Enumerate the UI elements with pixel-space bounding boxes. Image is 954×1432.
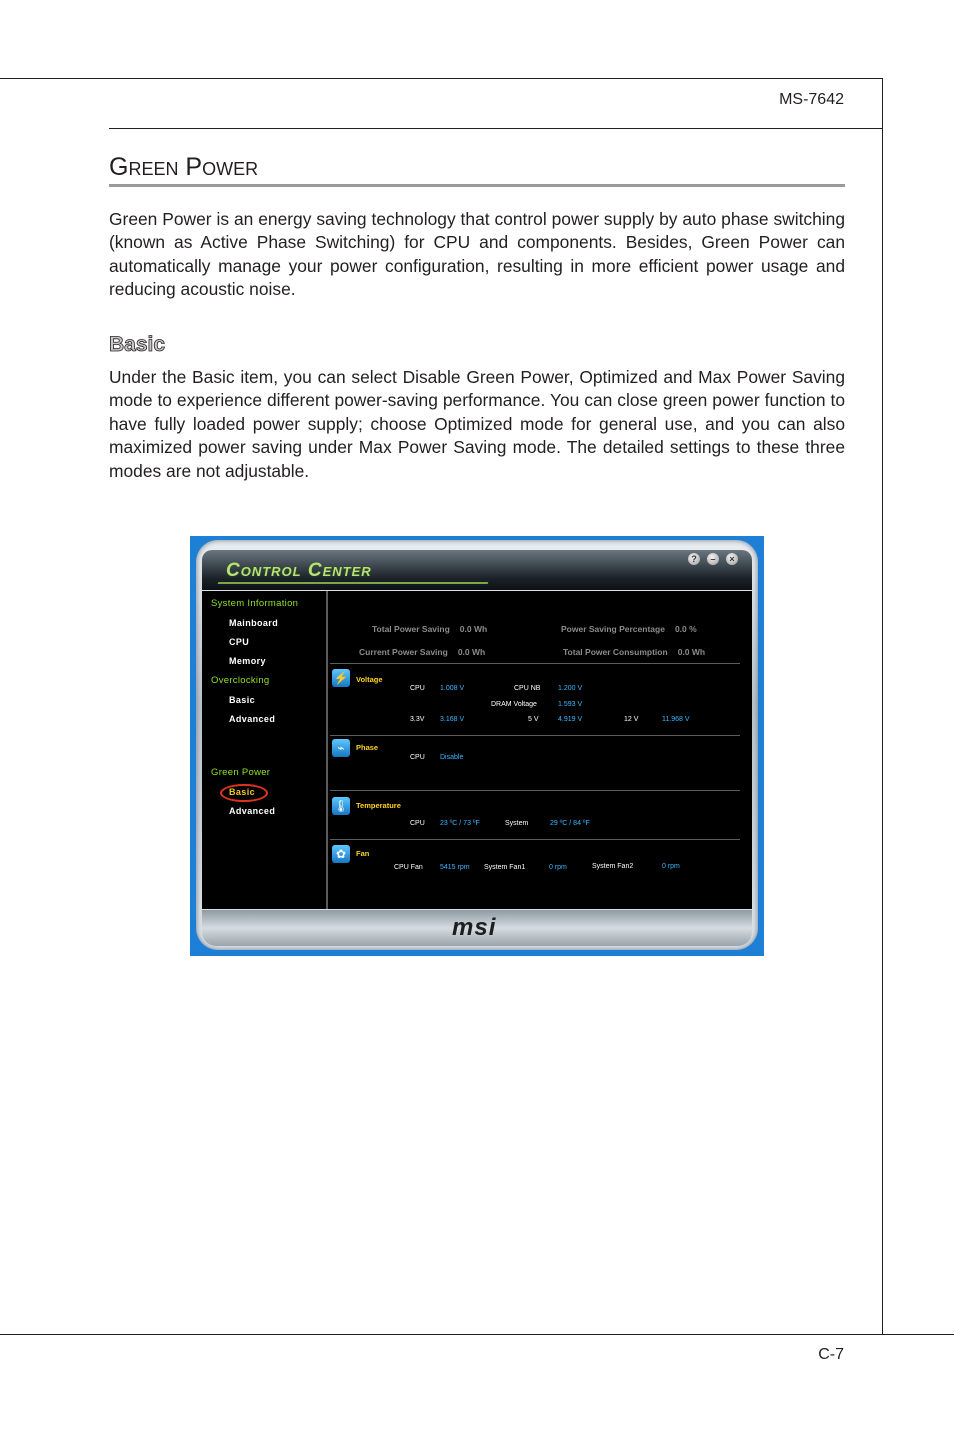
temperature-title: Temperature xyxy=(356,801,401,810)
total-power-saving-label: Total Power Saving xyxy=(372,624,450,634)
fan-title: Fan xyxy=(356,849,370,858)
voltage-12-value: 11.968 V xyxy=(662,716,690,723)
app-content xyxy=(202,591,752,909)
close-button[interactable]: × xyxy=(726,553,738,565)
voltage-12-label: 12 V xyxy=(624,716,639,723)
voltage-cpunb-label: CPU NB xyxy=(514,685,541,692)
minimize-button[interactable]: – xyxy=(707,553,719,565)
fan-system1-value: 0 rpm xyxy=(549,864,567,871)
voltage-dram-value: 1.593 V xyxy=(558,701,583,708)
title-swoosh xyxy=(218,582,489,584)
total-power-consumption-value: 0.0 Wh xyxy=(677,647,706,657)
phase-title: Phase xyxy=(356,743,379,752)
fan-cpu-value: 5415 rpm xyxy=(440,864,470,871)
voltage-33-label: 3.3V xyxy=(410,716,425,723)
phase-cpu-value: Disable xyxy=(440,754,464,761)
fan-system2-value: 0 rpm xyxy=(662,863,680,870)
power-saving-percentage-value: 0.0 % xyxy=(674,624,697,634)
phase-cpu-label: CPU xyxy=(410,754,425,761)
app-title: Control Center xyxy=(226,560,372,581)
sidebar-item-oc-basic[interactable]: Basic xyxy=(229,695,256,705)
fan-system1-label: System Fan1 xyxy=(484,864,526,871)
temperature-cpu-value: 23 ºC / 73 ºF xyxy=(440,820,480,827)
main-panel xyxy=(328,591,752,909)
sidebar-item-overclocking[interactable]: Overclocking xyxy=(211,675,270,686)
temperature-system-value: 29 ºC / 84 ºF xyxy=(550,820,590,827)
total-power-consumption xyxy=(563,647,705,657)
sidebar-item-gp-advanced[interactable]: Advanced xyxy=(229,806,276,816)
sidebar-item-cpu[interactable]: CPU xyxy=(229,637,250,647)
help-button[interactable]: ? xyxy=(688,553,700,565)
page-number: C-7 xyxy=(818,1346,844,1363)
voltage-cpu-value: 1.008 V xyxy=(440,685,465,692)
voltage-divider xyxy=(330,663,740,664)
msi-logo: msi xyxy=(452,914,497,941)
voltage-cpunb-value: 1.200 V xyxy=(558,685,583,692)
thermometer-icon: 🌡 xyxy=(333,799,349,813)
temperature-divider xyxy=(330,790,740,791)
sidebar-item-green-power[interactable]: Green Power xyxy=(211,767,271,778)
temperature-cpu-label: CPU xyxy=(410,820,425,827)
voltage-5-label: 5 V xyxy=(528,716,539,723)
sidebar xyxy=(202,591,328,909)
sidebar-item-memory[interactable]: Memory xyxy=(229,656,266,666)
right-margin-rule xyxy=(882,78,883,1334)
fan-icon: ✿ xyxy=(332,845,350,863)
control-center-screenshot xyxy=(190,536,764,956)
power-saving-percentage xyxy=(561,624,697,634)
phase-divider xyxy=(330,735,740,736)
header-rule xyxy=(109,128,883,129)
total-power-saving xyxy=(372,624,487,634)
bottom-rule xyxy=(0,1334,954,1335)
total-power-consumption-label: Total Power Consumption xyxy=(563,647,668,657)
sidebar-item-oc-advanced[interactable]: Advanced xyxy=(229,714,276,724)
section-title: Green Power xyxy=(109,152,845,187)
fan-system2-label: System Fan2 xyxy=(592,863,634,870)
intro-paragraph: Green Power is an energy saving technology that control power supply by auto phase switching (known as Active Phase Switching) for CPU and components. Besides, Green Power can automatically manage your power configuration, resulting in more efficient power usage and reducing acoustic noise. xyxy=(109,209,845,300)
current-power-saving-label: Current Power Saving xyxy=(359,647,448,657)
top-rule xyxy=(0,78,883,79)
fan-divider xyxy=(330,839,740,840)
temperature-system-label: System xyxy=(505,820,529,827)
power-saving-percentage-label: Power Saving Percentage xyxy=(561,624,665,634)
sidebar-item-mainboard[interactable]: Mainboard xyxy=(229,618,279,628)
voltage-cpu-label: CPU xyxy=(410,685,425,692)
current-power-saving xyxy=(359,647,485,657)
subsection-title: Basic xyxy=(109,333,166,356)
model-number: MS-7642 xyxy=(779,91,844,108)
voltage-33-value: 3.168 V xyxy=(440,716,465,723)
total-power-saving-value: 0.0 Wh xyxy=(459,624,488,634)
sidebar-item-system-information[interactable]: System Information xyxy=(211,598,299,609)
current-power-saving-value: 0.0 Wh xyxy=(457,647,486,657)
basic-paragraph: Under the Basic item, you can select Disable Green Power, Optimized and Max Power Saving mode to experience different power-saving performance. You can close green power function to have fully loaded power supply; choose Optimized mode for general use, and you can also maximized power saving under Max Power Saving mode. The detailed settings to these three modes are not adjustable. xyxy=(109,367,845,481)
phase-icon: ⌁ xyxy=(332,739,350,757)
voltage-5-value: 4.919 V xyxy=(558,716,583,723)
voltage-icon: ⚡ xyxy=(333,671,349,685)
voltage-title: Voltage xyxy=(356,675,383,684)
voltage-dram-label: DRAM Voltage xyxy=(491,701,537,708)
fan-cpu-label: CPU Fan xyxy=(394,864,423,871)
sidebar-item-gp-basic[interactable]: Basic xyxy=(229,787,256,797)
